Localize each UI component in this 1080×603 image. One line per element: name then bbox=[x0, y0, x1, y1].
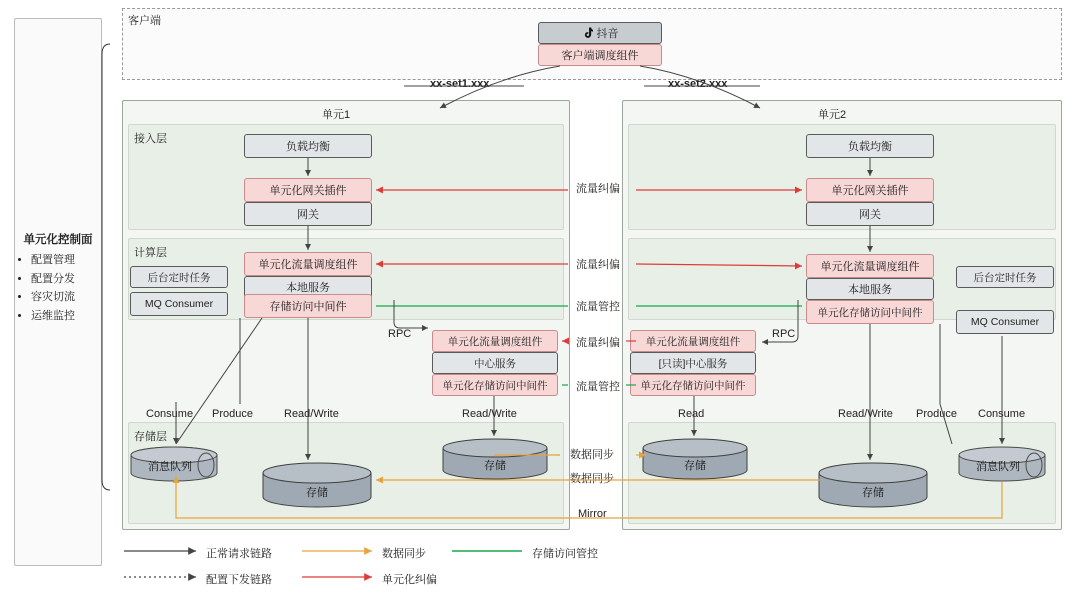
control-panel-item: • 配置管理 bbox=[31, 251, 101, 270]
unit1-gateway: 网关 bbox=[244, 202, 372, 226]
client-zone-title: 客户端 bbox=[128, 15, 161, 27]
svg-text:消息队列: 消息队列 bbox=[976, 461, 1020, 473]
unit1-scheduled-task: 后台定时任务 bbox=[130, 266, 228, 288]
unit2-gateway-plugin: 单元化网关插件 bbox=[806, 178, 934, 202]
svg-text:存储: 存储 bbox=[862, 487, 884, 499]
unit1-traffic-dispatch: 单元化流量调度组件 bbox=[244, 252, 372, 276]
center-left-service: 中心服务 bbox=[432, 352, 558, 374]
tiktok-app bbox=[538, 22, 662, 44]
unit2-storage-middleware: 单元化存储访问中间件 bbox=[806, 300, 934, 324]
svg-text:存储: 存储 bbox=[306, 487, 328, 499]
unit2-mq-consumer: MQ Consumer bbox=[956, 310, 1054, 334]
domain-set2-label: xx-set2.xxx bbox=[668, 78, 728, 90]
unit2-traffic-dispatch: 单元化流量调度组件 bbox=[806, 254, 934, 278]
svg-text:存储: 存储 bbox=[484, 460, 506, 472]
control-panel bbox=[14, 18, 102, 566]
edge-label-rpc-right: RPC bbox=[772, 328, 796, 340]
client-dispatch-component: 客户端调度组件 bbox=[538, 44, 662, 66]
svg-text:存储: 存储 bbox=[684, 460, 706, 472]
tiktok-icon bbox=[582, 27, 593, 39]
center-left-traffic-dispatch: 单元化流量调度组件 bbox=[432, 330, 558, 352]
unit1-access-layer-title: 接入层 bbox=[134, 133, 167, 145]
unit2-load-balancer: 负载均衡 bbox=[806, 134, 934, 158]
edge-label-rpc-left: RPC bbox=[388, 328, 412, 340]
unit2-storage bbox=[818, 462, 928, 508]
center-right-service: [只读]中心服务 bbox=[630, 352, 756, 374]
unit1-storage bbox=[262, 462, 372, 508]
unit2-gateway: 网关 bbox=[806, 202, 934, 226]
domain-set1-label: xx-set1.xxx bbox=[430, 78, 490, 90]
edge-label-traffic-correct-2: 流量纠偏 bbox=[576, 259, 620, 271]
unit1-compute-layer-title: 计算层 bbox=[134, 247, 167, 259]
unit1-mq-consumer: MQ Consumer bbox=[130, 292, 228, 316]
unit2-title: 单元2 bbox=[818, 109, 847, 121]
center-right-storage-middleware: 单元化存储访问中间件 bbox=[630, 374, 756, 396]
edge-label-produce-right: Produce bbox=[916, 408, 957, 420]
edge-label-read-center: Read bbox=[678, 408, 705, 420]
unit1-gateway-plugin: 单元化网关插件 bbox=[244, 178, 372, 202]
control-panel-item: • 运维监控 bbox=[31, 307, 101, 326]
center-right-traffic-dispatch: 单元化流量调度组件 bbox=[630, 330, 756, 352]
edge-label-storage-control-2: 流量管控 bbox=[576, 381, 620, 393]
unit1-message-queue bbox=[130, 446, 218, 482]
edge-label-readwrite-right: Read/Write bbox=[838, 408, 893, 420]
edge-label-traffic-correct-1: 流量纠偏 bbox=[576, 183, 620, 195]
unit1-local-service: 本地服务 bbox=[244, 276, 372, 298]
legend-item-data-sync: 数据同步 bbox=[382, 548, 426, 560]
legend-item-unit-correction: 单元化纠偏 bbox=[382, 574, 437, 586]
edge-label-data-sync-2: 数据同步 bbox=[570, 473, 614, 485]
control-panel-title: 单元化控制面 bbox=[23, 234, 93, 246]
tiktok-app-label: 抖音 bbox=[596, 28, 619, 40]
edge-label-consume-left: Consume bbox=[146, 408, 194, 420]
edge-label-readwrite-center: Read/Write bbox=[462, 408, 517, 420]
unit1-storage-middleware: 存储访问中间件 bbox=[244, 294, 372, 318]
unit1-storage-layer-title: 存储层 bbox=[134, 431, 167, 443]
center-right-storage bbox=[642, 438, 748, 480]
legend-item-config-path: 配置下发链路 bbox=[206, 574, 272, 586]
unit2-local-service: 本地服务 bbox=[806, 278, 934, 300]
control-panel-item: • 容灾切流 bbox=[31, 288, 101, 307]
legend-item-normal-path: 正常请求链路 bbox=[206, 548, 272, 560]
edge-label-consume-right: Consume bbox=[978, 408, 1026, 420]
unit2-scheduled-task: 后台定时任务 bbox=[956, 266, 1054, 288]
edge-label-produce-left: Produce bbox=[212, 408, 253, 420]
edge-label-traffic-correct-3: 流量纠偏 bbox=[576, 337, 620, 349]
edge-label-data-sync-1: 数据同步 bbox=[570, 449, 614, 461]
unit1-load-balancer: 负载均衡 bbox=[244, 134, 372, 158]
edge-label-mirror: Mirror bbox=[578, 508, 607, 520]
center-left-storage bbox=[442, 438, 548, 480]
control-panel-item: • 配置分发 bbox=[31, 270, 101, 289]
control-panel-list bbox=[15, 251, 101, 326]
center-left-storage-middleware: 单元化存储访问中间件 bbox=[432, 374, 558, 396]
svg-text:消息队列: 消息队列 bbox=[148, 461, 192, 473]
edge-label-readwrite-left: Read/Write bbox=[284, 408, 339, 420]
unit2-message-queue bbox=[958, 446, 1046, 482]
legend-item-storage-control: 存储访问管控 bbox=[532, 548, 598, 560]
edge-label-storage-control-1: 流量管控 bbox=[576, 301, 620, 313]
unit1-title: 单元1 bbox=[322, 109, 351, 121]
